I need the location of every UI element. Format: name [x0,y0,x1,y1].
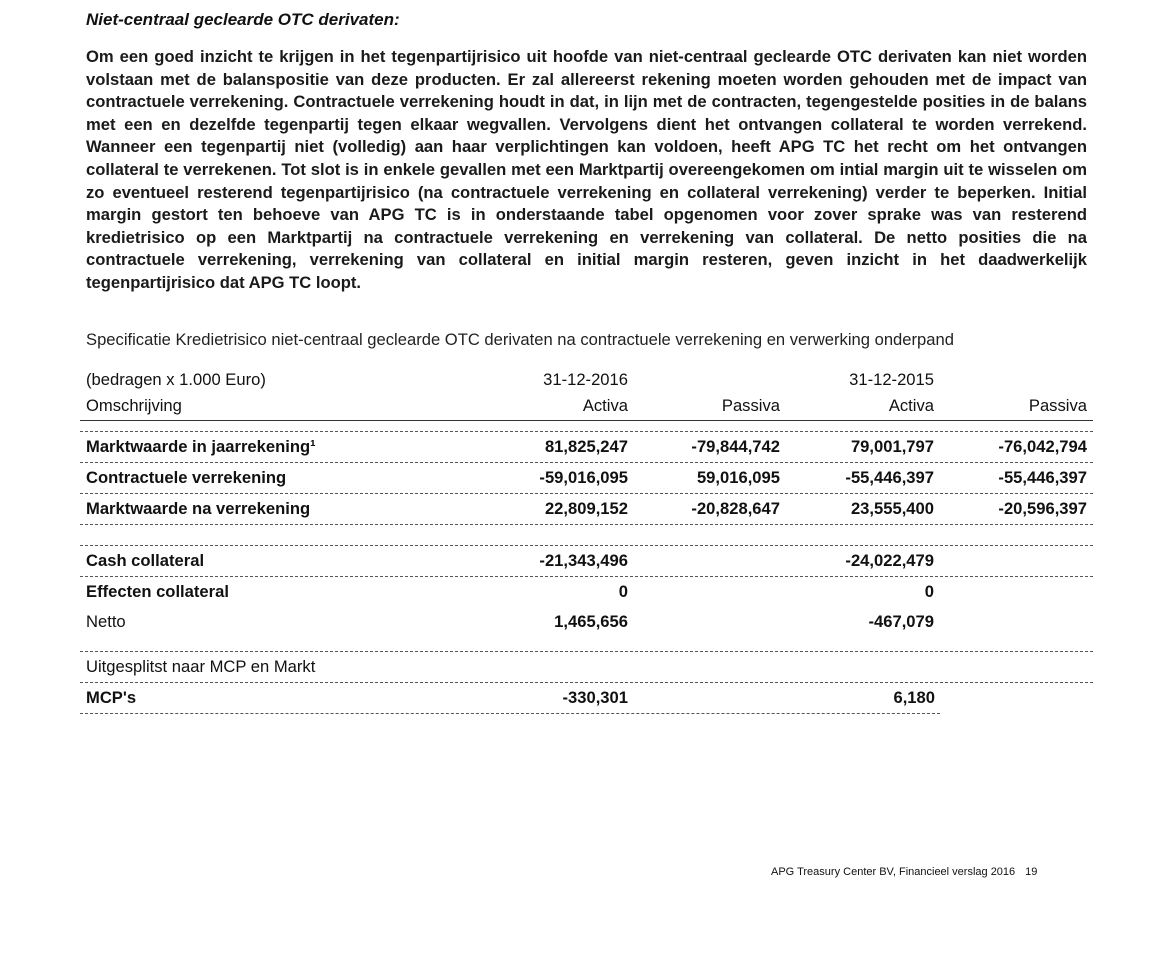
spacer [80,421,1093,432]
table-header-dates [80,368,1093,394]
column-description: Omschrijving [86,396,182,415]
intro-paragraph: Om een goed inzicht te krijgen in het tegenpartijrisico uit hoofde van niet-centraal geclearde OTC derivaten kan niet worden volstaan met de balanspositie van deze producten. Er zal allereerst rekening moeten worden gehouden met de impact van contractuele verrekening. Contractuele verrekening houdt in dat, in lijn met de contracten, tegengestelde posities in de balans met een en dezelfde tegenpartij tegen elkaar wegvallen. Vervolgens dient het ontvangen collateral te worden verrekend. Wanneer een tegenpartij niet (volledig) aan haar verplichtingen kan voldoen, heeft APG TC het recht om het ontvangen collateral te verrekenen. Tot slot is in enkele gevallen met een Marktpartij overeengekomen om intial margin uit te wisselen om zo eventueel resterend tegenpartijrisico (na contractuele verrekening en collateral verrekening) verder te beperken. Initial margin gestort ten behoeve van APG TC is in onderstaande tabel opgenomen voor zover sprake was van resterend kredietrisico op een Marktpartij na contractuele verrekening en verrekening van collateral. De netto posities die na contractuele verrekening, verrekening van collateral en initial margin resteren, geven inzicht in het daadwerkelijk tegenpartijrisico dat APG TC loopt. [86,47,1087,292]
column-activa-2015: Activa [888,396,934,415]
table-row [80,577,1093,607]
value-activa-2015: -467,079 [868,612,934,631]
row-label: Marktwaarde in jaarrekening¹ [86,437,316,456]
table-row [80,463,1093,494]
section-heading: Niet-centraal geclearde OTC derivaten: [86,10,400,29]
value-passiva-2015: -76,042,794 [998,437,1087,456]
column-activa-2016: Activa [582,396,628,415]
value-activa-2016: 22,809,152 [544,499,628,518]
table-row [80,494,1093,525]
value-passiva-2015: -20,596,397 [998,499,1087,518]
row-label: Contractuele verrekening [86,468,287,487]
column-passiva-2016: Passiva [721,396,780,415]
page-number: 19 [1025,866,1038,878]
row-label: Effecten collateral [86,582,229,601]
table-row [80,683,940,714]
value-activa-2015: 23,555,400 [850,499,934,518]
value-passiva-2016: -79,844,742 [691,437,780,456]
value-activa-2015: -55,446,397 [845,468,934,487]
table-row [80,607,1093,637]
value-activa-2016: 1,465,656 [554,612,628,631]
row-label: Netto [86,612,126,631]
value-activa-2015: 79,001,797 [850,437,934,456]
spacer [80,637,1093,652]
value-passiva-2016: 59,016,095 [696,468,780,487]
table-row [80,652,1093,683]
value-activa-2016: 81,825,247 [544,437,628,456]
value-activa-2015: 0 [924,582,934,601]
table-row [80,432,1093,463]
row-label: MCP's [86,688,137,707]
credit-risk-table [80,368,1093,714]
table-caption: Specificatie Kredietrisico niet-centraal geclearde OTC derivaten na contractuele verrekening en verwerking onderpand [86,330,954,349]
spacer [80,525,1093,546]
value-activa-2015: 6,180 [893,688,935,707]
value-activa-2016: -330,301 [562,688,628,707]
column-passiva-2015: Passiva [1028,396,1087,415]
table-row [80,546,1093,577]
page-footer [771,866,1037,878]
footer-text: APG Treasury Center BV, Financieel verslag 2016 [771,866,1016,878]
units-label: (bedragen x 1.000 Euro) [86,370,266,389]
table-header-columns [80,394,1093,421]
row-label: Cash collateral [86,551,205,570]
value-activa-2016: -21,343,496 [539,551,628,570]
value-passiva-2015: -55,446,397 [998,468,1087,487]
date-2016: 31-12-2016 [543,370,628,389]
row-label: Uitgesplitst naar MCP en Markt [86,657,316,676]
date-2015: 31-12-2015 [849,370,934,389]
row-label: Marktwaarde na verrekening [86,499,311,518]
value-activa-2015: -24,022,479 [845,551,934,570]
value-activa-2016: -59,016,095 [539,468,628,487]
value-activa-2016: 0 [618,582,628,601]
value-passiva-2016: -20,828,647 [691,499,780,518]
